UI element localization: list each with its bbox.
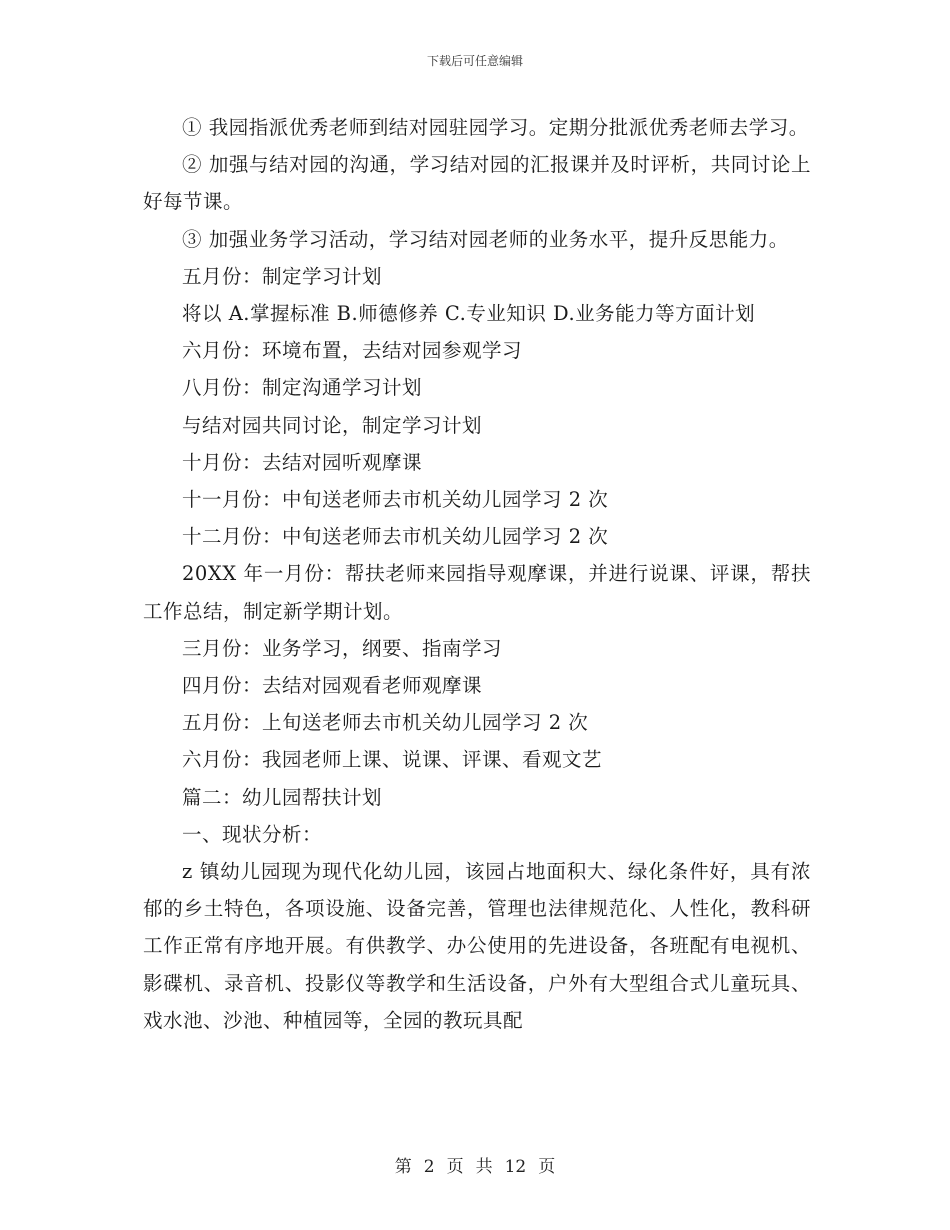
footer-total-suffix: 页 — [538, 1157, 556, 1177]
paragraph: 将以 A.掌握标准 B.师德修养 C.专业知识 D.业务能力等方面计划 — [182, 302, 756, 326]
footer-page-mid: 页 — [446, 1157, 464, 1177]
page-footer — [0, 1152, 950, 1177]
paragraph: 与结对园共同讨论，制定学习计划 — [182, 413, 483, 437]
paragraph: 20XX 年一月份：帮扶老师来园指导观摩课，并进行说课、评课，帮扶工作总结，制定新学期计划。 — [143, 562, 811, 623]
footer-page-prefix: 第 — [394, 1157, 412, 1177]
paragraph: ② 加强与结对园的沟通，学习结对园的汇报课并及时评析，共同讨论上好每节课。 — [143, 153, 811, 214]
paragraph: 十一月份：中旬送老师去市机关幼儿园学习 2 次 — [182, 488, 609, 512]
paragraph: 六月份：我园老师上课、说课、评课、看观文艺 — [182, 748, 603, 772]
footer-total-prefix: 共 — [475, 1157, 493, 1177]
paragraph: 五月份：制定学习计划 — [182, 264, 383, 288]
footer-total-pages: 12 — [504, 1157, 527, 1177]
paragraph: 三月份：业务学习，纲要、指南学习 — [182, 636, 503, 660]
section-heading: 篇二：幼儿园帮扶计划 — [182, 785, 383, 809]
header-note: 下载后可任意编辑 — [426, 54, 523, 68]
paragraph: 四月份：去结对园观看老师观摩课 — [182, 674, 483, 698]
paragraph: 十月份：去结对园听观摩课 — [182, 450, 423, 474]
footer-page-number: 2 — [423, 1157, 435, 1177]
paragraph: 六月份：环境布置，去结对园参观学习 — [182, 339, 523, 363]
paragraph: 八月份：制定沟通学习计划 — [182, 376, 423, 400]
paragraph: ① 我园指派优秀老师到结对园驻园学习。定期分批派优秀老师去学习。 — [182, 116, 809, 139]
paragraph: z 镇幼儿园现为现代化幼儿园，该园占地面积大、绿化条件好，具有浓郁的乡土特色，各项设施、设备完善，管理也法律规范化、人性化，教科研工作正常有序地开展。有供教学、办公使用的先进设备，各班配有电视机、影碟机、录音机、投影仪等教学和生活设备，户外有大型组合式儿童玩具、戏水池、沙池、种植园等，全园的教玩具配 — [143, 860, 811, 1032]
document-body — [143, 109, 811, 1039]
paragraph: 十二月份：中旬送老师去市机关幼儿园学习 2 次 — [182, 525, 609, 549]
paragraph: 五月份：上旬送老师去市机关幼儿园学习 2 次 — [182, 711, 589, 735]
subsection-heading: 一、现状分析： — [182, 822, 323, 846]
paragraph: ③ 加强业务学习活动，学习结对园老师的业务水平，提升反思能力。 — [182, 227, 789, 251]
